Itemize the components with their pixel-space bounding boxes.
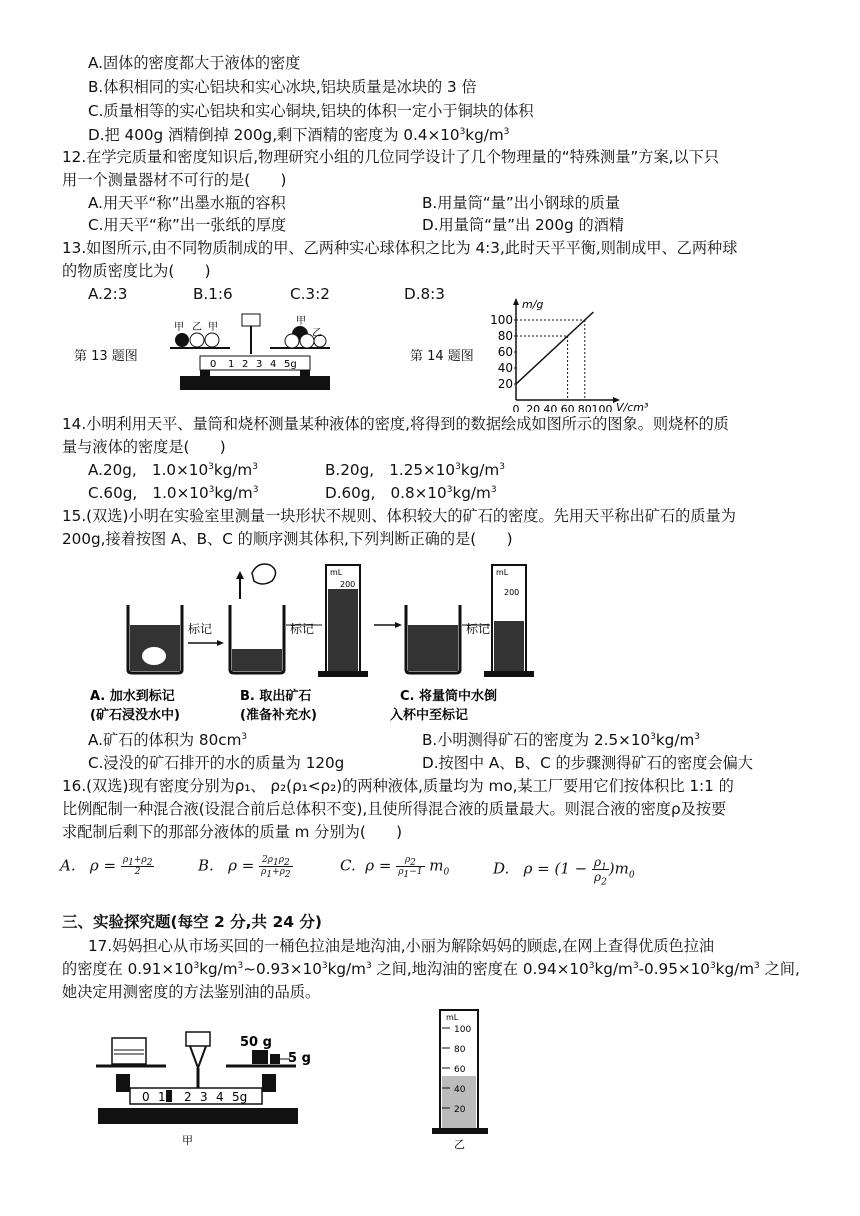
q13-tick-0: 0 bbox=[210, 359, 217, 370]
q17-cyl-tick-40: 40 bbox=[454, 1085, 466, 1095]
q16-option-b: B. ρ = $\frac{2\rho_1\rho_2}{\rho_1+\rho_2}$ bbox=[198, 855, 291, 880]
q17-cyl-tick-60: 60 bbox=[454, 1065, 466, 1075]
q17-cyl-tick-80: 80 bbox=[454, 1045, 466, 1055]
q13-tick-2: 2 bbox=[242, 359, 249, 370]
q15-cylinder-2 bbox=[484, 565, 534, 677]
q15-option-d: D.按图中 A、B、C 的步骤测得矿石的密度会偏大 bbox=[422, 754, 753, 772]
q14-ytick-20: 20 bbox=[497, 377, 513, 391]
q15-cyl1-ml: mL bbox=[330, 568, 343, 577]
q16-stem-line3: 求配制后剩下的那部分液体的质量 m 分别为( ) bbox=[62, 823, 403, 841]
q14-stem-line1: 14.小明利用天平、量筒和烧杯测量某种液体的密度,将得到的数据绘成如图所示的图象。则烧杯的质 bbox=[62, 415, 729, 433]
q13-option-c: C.3:2 bbox=[290, 285, 330, 303]
q16-stem-line1: 16.(双选)现有密度分别为ρ₁、 ρ₂(ρ₁<ρ₂)的两种液体,质量均为 mo,某工厂要用它们按体积比 1:1 的 bbox=[62, 777, 734, 795]
q14-y-label: m/g bbox=[522, 298, 544, 311]
q15-caption-c2: 入杯中至标记 bbox=[390, 708, 469, 723]
q13-stem-line1: 13.如图所示,由不同物质制成的甲、乙两种实心球体积之比为 4:3,此时天平平衡,则制成甲、乙两种球 bbox=[62, 239, 738, 257]
q17-weight-5g-label: 5 g bbox=[288, 1051, 311, 1066]
q15-mark-label-a: 标记 bbox=[188, 622, 213, 636]
q14-x-label: V/cm³ bbox=[616, 401, 649, 412]
q14-option-d: D.60g, $0.8\times 10^3kg/m^3$ bbox=[325, 484, 497, 502]
q13-option-d: D.8:3 bbox=[404, 285, 445, 303]
q13-ball-yi-left-2 bbox=[205, 333, 219, 347]
q14-option-a: A.20g, $1.0\times 10^3kg/m^3$ bbox=[88, 461, 258, 479]
q13-option-a: A.2:3 bbox=[88, 285, 128, 303]
q17-beaker-on-pan bbox=[112, 1038, 146, 1064]
q17-rider bbox=[166, 1090, 172, 1102]
q15-ore-removed bbox=[252, 564, 276, 584]
q11-option-b: B.体积相同的实心铝块和实心冰块,铝块质量是冰块的 3 倍 bbox=[88, 78, 477, 96]
q17-figure-yi-label: 乙 bbox=[454, 1138, 465, 1150]
q12-option-b: B.用量筒“量”出小钢球的质量 bbox=[422, 194, 621, 212]
q13-option-b: B.1:6 bbox=[193, 285, 233, 303]
q14-ytick-80: 80 bbox=[497, 329, 513, 343]
q17-tick-5g: 5g bbox=[232, 1090, 248, 1104]
section-3-title: 三、实验探究题(每空 2 分,共 24 分) bbox=[62, 913, 322, 931]
q17-tick-3: 3 bbox=[200, 1090, 208, 1104]
q13-ball-jia-left bbox=[175, 333, 189, 347]
q14-ytick-40: 40 bbox=[497, 361, 513, 375]
q17-weight-5g bbox=[270, 1054, 280, 1064]
q14-option-c: C.60g, $1.0\times 10^3kg/m^3$ bbox=[88, 484, 259, 502]
q14-option-b: B.20g, $1.25\times 10^3kg/m^3$ bbox=[325, 461, 505, 479]
q15-beaker-b bbox=[230, 564, 284, 673]
q15-option-c: C.浸没的矿石排开的水的质量为 120g bbox=[88, 754, 345, 772]
q13-tick-3: 3 bbox=[256, 359, 263, 370]
q16-option-d: D. ρ = (1 − $\frac{\rho_1}{\rho_2}$ )$m_0$ bbox=[493, 855, 635, 888]
q15-mark-label-b: 标记 bbox=[290, 622, 315, 636]
q15-option-a: A.矿石的体积为 $80cm^3$ bbox=[88, 731, 248, 749]
q15-cyl2-200: 200 bbox=[504, 588, 520, 597]
q13-tick-5g: 5g bbox=[284, 359, 297, 370]
q15-beaker-c bbox=[406, 605, 460, 673]
q15-stem-line1: 15.(双选)小明在实验室里测量一块形状不规则、体积较大的矿石的密度。先用天平称出矿石的质量为 bbox=[62, 507, 736, 525]
q12-option-a: A.用天平“称”出墨水瓶的容积 bbox=[88, 194, 286, 212]
q16-option-c: C. ρ = $\frac{\rho_2}{\rho_1-1}$ $m_0$ bbox=[340, 855, 450, 880]
q14-ytick-100: 100 bbox=[490, 313, 513, 327]
q16-option-a: A. ρ = $\frac{\rho_1+\rho_2}{2}$ bbox=[60, 855, 153, 877]
q15-procedure-figure bbox=[90, 555, 650, 725]
q16-option-c-label: C. bbox=[340, 856, 356, 875]
q12-stem-line2: 用一个测量器材不可行的是( ) bbox=[62, 171, 287, 189]
q14-stem-line2: 量与液体的密度是( ) bbox=[62, 438, 226, 456]
q13-label-jia-2: 甲 bbox=[208, 322, 218, 333]
q11-option-d: D.把 400g 酒精倒掉 200g,剩下酒精的密度为 $0.4\times 10^3kg/m^3$ bbox=[88, 126, 510, 144]
q16-option-a-label: A. bbox=[60, 856, 76, 875]
q11-option-c: C.质量相等的实心铝块和实心铜块,铝块的体积一定小于铜块的体积 bbox=[88, 102, 534, 120]
q15-caption-c1: C. 将量筒中水倒 bbox=[400, 689, 498, 704]
q14-xtick-20: 20 bbox=[526, 403, 541, 412]
q15-ore-in-water bbox=[142, 647, 166, 665]
q14-series-line bbox=[516, 312, 593, 384]
q15-cyl1-200: 200 bbox=[340, 580, 356, 589]
q15-caption-a1: A. 加水到标记 bbox=[90, 689, 175, 704]
q17-weight-50g-label: 50 g bbox=[240, 1035, 272, 1050]
q17-cyl-tick-100: 100 bbox=[454, 1025, 472, 1035]
q12-option-d: D.用量筒“量”出 200g 的酒精 bbox=[422, 216, 625, 234]
q13-figure-caption: 第 13 题图 bbox=[74, 349, 138, 364]
q17-stem-line2: 的密度在 $0.91\times 10^3kg/m^3\sim 0.93\times 10^3kg/m^3$ 之间,地沟油的密度在 $0.94\times 10^3kg/m^3-0.95\times 10^3kg/m^3$ 之间, bbox=[62, 960, 800, 978]
q13-tick-1: 1 bbox=[228, 359, 235, 370]
q17-stem-line3: 她决定用测密度的方法鉴别油的品质。 bbox=[62, 983, 321, 1001]
q14-figure-caption: 第 14 题图 bbox=[410, 349, 474, 364]
q15-stem-line2: 200g,接着按图 A、B、C 的顺序测其体积,下列判断正确的是( ) bbox=[62, 530, 513, 548]
q12-option-c: C.用天平“称”出一张纸的厚度 bbox=[88, 216, 287, 234]
q17-stem-line1: 17.妈妈担心从市场买回的一桶色拉油是地沟油,小丽为解除妈妈的顾虑,在网上查得优质色拉油 bbox=[88, 937, 715, 955]
q17-balance-figure bbox=[90, 1028, 315, 1148]
q17-cyl-tick-20: 20 bbox=[454, 1105, 466, 1115]
q16-option-b-label: B. bbox=[198, 856, 214, 875]
q13-label-yi-1: 乙 bbox=[192, 322, 202, 333]
q14-xtick-0: 0 bbox=[512, 403, 520, 412]
q17-figure-jia-label: 甲 bbox=[182, 1134, 193, 1147]
q17-oil-level bbox=[442, 1076, 476, 1128]
q14-mass-volume-chart bbox=[482, 296, 662, 412]
q17-cyl-ml: mL bbox=[446, 1013, 459, 1022]
q15-caption-a2: (矿石浸没水中) bbox=[90, 708, 180, 723]
q13-tick-4: 4 bbox=[270, 359, 277, 370]
q16-stem-line2: 比例配制一种混合液(设混合前后总体积不变),且使所得混合液的质量最大。则混合液的密度ρ及按要 bbox=[62, 800, 727, 818]
q15-beaker-a bbox=[128, 605, 182, 673]
q15-cyl2-ml: mL bbox=[496, 568, 509, 577]
q15-caption-b2: (准备补充水) bbox=[240, 708, 317, 723]
q14-xtick-80: 80 bbox=[577, 403, 592, 412]
q16-option-d-label: D. bbox=[493, 859, 510, 878]
q13-label-yi-2: 乙 bbox=[312, 328, 322, 339]
q13-label-jia-3: 甲 bbox=[296, 316, 306, 327]
q15-caption-b1: B. 取出矿石 bbox=[240, 689, 312, 704]
q17-cylinder-figure bbox=[424, 1006, 504, 1150]
q17-tick-4: 4 bbox=[216, 1090, 224, 1104]
q14-xtick-60: 60 bbox=[560, 403, 575, 412]
q14-ytick-60: 60 bbox=[497, 345, 513, 359]
q15-cylinder-1 bbox=[318, 565, 368, 677]
q11-option-a: A.固体的密度都大于液体的密度 bbox=[88, 54, 301, 72]
q13-label-jia-1: 甲 bbox=[174, 322, 184, 333]
q15-mark-label-c: 标记 bbox=[466, 622, 491, 636]
q15-option-b: B.小明测得矿石的密度为 $2.5\times 10^3kg/m^3$ bbox=[422, 731, 700, 749]
q13-stem-line2: 的物质密度比为( ) bbox=[62, 262, 211, 280]
q13-ball-yi-left-1 bbox=[190, 333, 204, 347]
q17-tick-1: 1 bbox=[158, 1090, 166, 1104]
q13-balance-figure bbox=[160, 310, 340, 400]
q14-xtick-100: 100 bbox=[591, 403, 613, 412]
q14-xtick-40: 40 bbox=[543, 403, 558, 412]
q17-weight-50g bbox=[252, 1050, 268, 1064]
q12-stem-line1: 12.在学完质量和密度知识后,物理研究小组的几位同学设计了几个物理量的“特殊测量”方案,以下只 bbox=[62, 148, 720, 166]
q17-tick-2: 2 bbox=[184, 1090, 192, 1104]
q17-tick-0: 0 bbox=[142, 1090, 150, 1104]
